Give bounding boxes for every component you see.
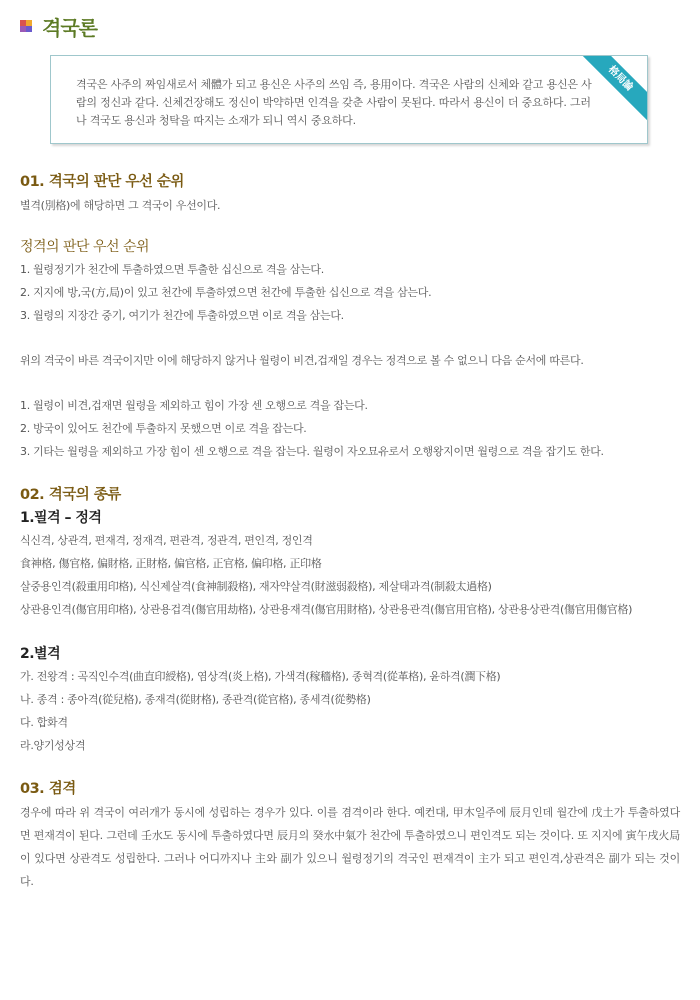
list-item: 1. 월령이 비견,겁재면 월령을 제외하고 힘이 가장 센 오행으로 격을 잡는다. (20, 399, 368, 412)
text-line: 살중용인격(殺重用印格), 식신제살격(食神制殺格), 재자약살격(財滋弱殺格), 제살태과격(制殺太過格) (20, 580, 492, 593)
list-item: 3. 기타는 월령을 제외하고 가장 힘이 센 오행으로 격을 잡는다. 월령이 자오묘유로서 오행왕지이면 월령으로 격을 잡기도 한다. (20, 445, 604, 458)
square-bullet-icon (20, 20, 32, 32)
list-item: 2. 방국이 있어도 천간에 투출하지 못했으면 이로 격을 잡는다. (20, 422, 307, 435)
section-priority (20, 170, 680, 463)
section-title: 02. 격국의 종류 (20, 487, 121, 503)
paragraph: 경우에 따라 위 격국이 여러개가 동시에 성립하는 경우가 있다. 이를 겸격이라 한다. 예컨대, 甲木일주에 辰月인데 월간에 戊土가 투출하였다면 편재격이 된다. 그런데 壬水도 동시에 투출하였다면 辰月의 癸水中氣가 천간에 투출하였으니 편인격도 되는 것이다. 또 지지에 寅午戌火局이 있다면 상관격도 성립한다. 그러나 어디까지나 主와 副가 있으니 월령정기의 격국인 편재격이 主가 되고 편인격,상관격은 副가 되는 것이다. (20, 806, 680, 888)
text-line: 다. 합화격 (20, 716, 68, 729)
text-line: 나. 종격 : 종아격(從兒格), 종재격(從財格), 종관격(從官格), 종세격(從勢格) (20, 693, 371, 706)
subsection-title: 정격의 판단 우선 순위 (20, 239, 150, 255)
page-title: 격국론 (42, 15, 97, 40)
subsection-title: 1.필격 – 정격 (20, 510, 102, 526)
text-line: 라.양기성상격 (20, 739, 86, 752)
intro-box (50, 55, 648, 144)
text-line: 상관용인격(傷官用印格), 상관용겁격(傷官用劫格), 상관용재격(傷官用財格), 상관용관격(傷官用官格), 상관용상관격(傷官用傷官格) (20, 603, 633, 616)
section-types (20, 483, 680, 757)
list-item: 2. 지지에 방,국(方,局)이 있고 천간에 투출하였으면 천간에 투출한 십신으로 격을 삼는다. (20, 286, 432, 299)
text-line: 食神格, 傷官格, 偏財格, 正財格, 偏官格, 正官格, 偏印格, 正印格 (20, 557, 322, 570)
section-title: 01. 격국의 판단 우선 순위 (20, 174, 184, 190)
list-item: 3. 월령의 지장간 중기, 여기가 천간에 투출하였으면 이로 격을 삼는다. (20, 309, 344, 322)
text-line: 별격(別格)에 해당하면 그 격국이 우선이다. (20, 199, 221, 212)
note-text: 위의 격국이 바른 격국이지만 이에 해당하지 않거나 월령이 비견,겁재일 경우는 정격으로 볼 수 없으니 다음 순서에 따른다. (20, 354, 584, 367)
section-title: 03. 겸격 (20, 781, 76, 797)
subsection-title: 2.별격 (20, 646, 61, 662)
page-header (20, 12, 97, 40)
section-combined (20, 777, 680, 893)
icon-cell (26, 26, 32, 32)
main-content (20, 170, 680, 893)
text-line: 가. 전왕격 : 곡직인수격(曲直印綬格), 염상격(炎上格), 가색격(稼穡格), 종혁격(從革格), 윤하격(潤下格) (20, 670, 501, 683)
intro-text: 격국은 사주의 짜임새로서 체體가 되고 용신은 사주의 쓰임 즉, 용用이다. 격국은 사람의 신체와 같고 용신은 사람의 정신과 같다. 신체건장해도 정신이 박약하면 인격을 갖춘 사람이 못된다. 따라서 용신이 더 중요하다. 그러나 격국도 용신과 청탁을 따지는 소재가 되니 역시 중요하다. (76, 78, 592, 127)
corner-ribbon: 格局論 (574, 55, 648, 125)
text-line: 식신격, 상관격, 편재격, 정재격, 편관격, 정관격, 편인격, 정인격 (20, 534, 313, 547)
list-item: 1. 월령정기가 천간에 투출하였으면 투출한 십신으로 격을 삼는다. (20, 263, 324, 276)
